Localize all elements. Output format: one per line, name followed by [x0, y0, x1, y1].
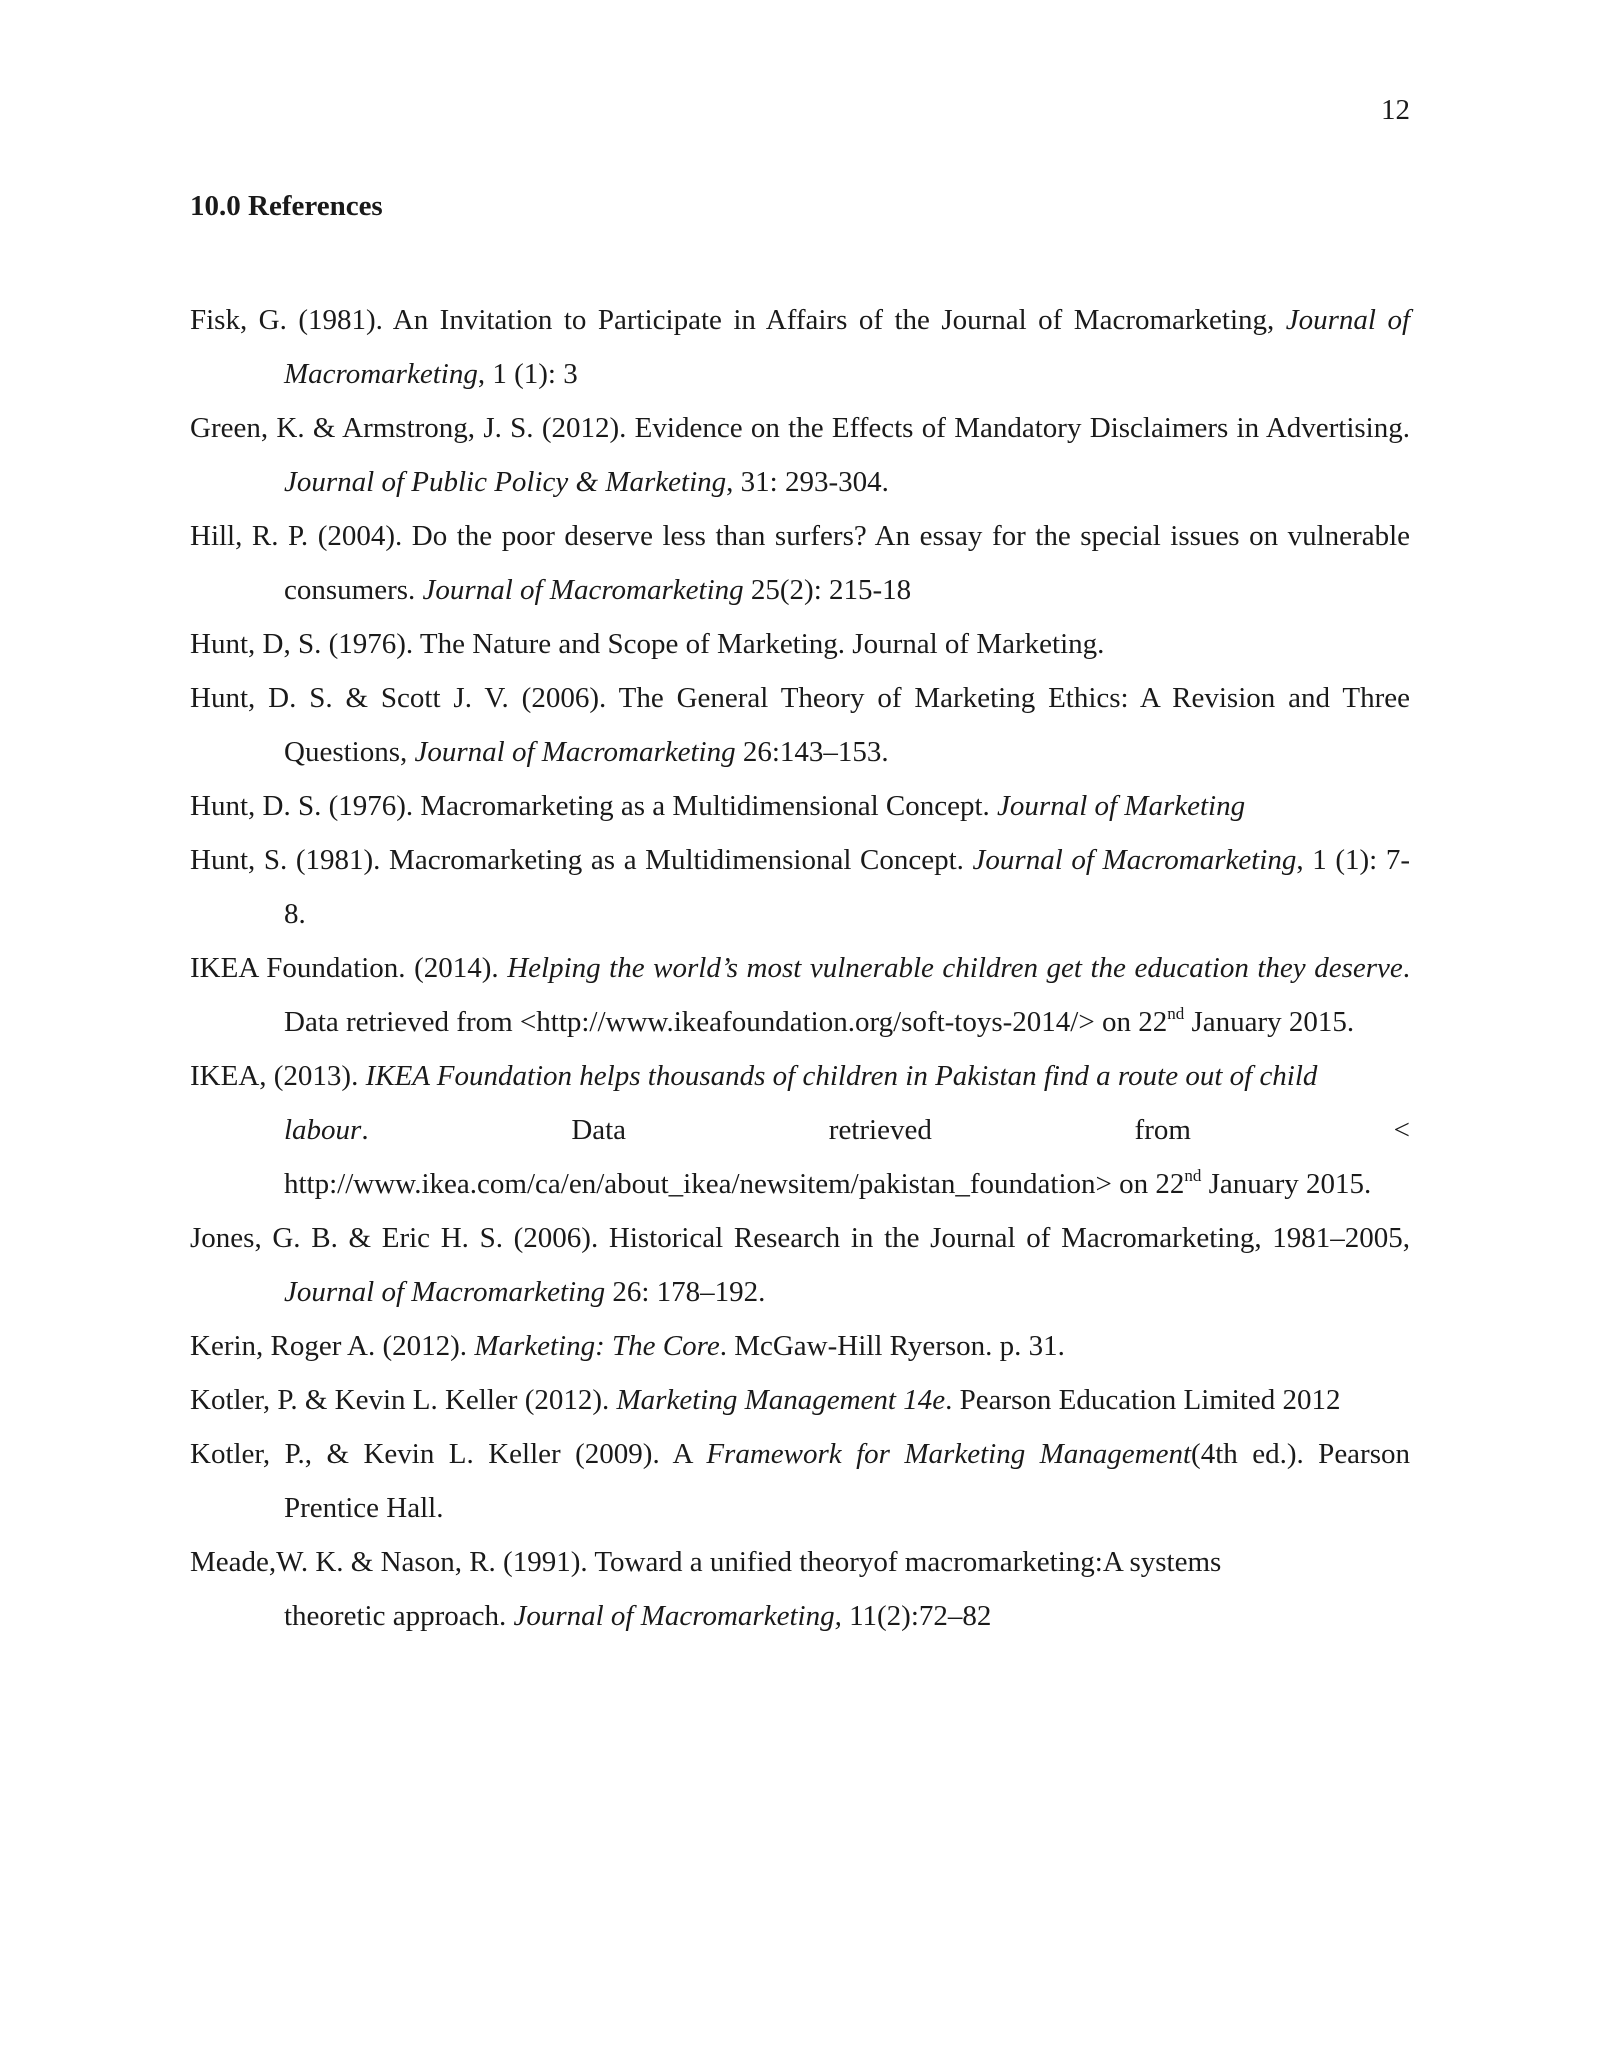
spread-line: labour. Data retrieved from <	[284, 1114, 1410, 1146]
reference-item: Kotler, P., & Kevin L. Keller (2009). A Framework for Marketing Management(4th ed.). Pearson Prentice Hall.	[190, 1438, 1411, 1524]
reference-item: Hunt, S. (1981). Macromarketing as a Multidimensional Concept. Journal of Macromarketing, 1 (1): 7-8.	[190, 844, 1411, 930]
reference-item: Hunt, D. S. (1976). Macromarketing as a Multidimensional Concept. Journal of Marketing	[190, 790, 1246, 822]
reference-item: IKEA, (2013). IKEA Foundation helps thousands of children in Pakistan find a route out of child labour. Data retrieved from < http://www.ikea.com/ca/en/about_ikea/newsitem/pakistan_foundation> on 22nd January 2015.	[190, 1060, 1410, 1200]
page-number: 12	[1381, 94, 1410, 126]
reference-item: IKEA Foundation. (2014). Helping the world’s most vulnerable children get the education they deserve. Data retrieved from <http://www.ikeafoundation.org/soft-toys-2014/> on 22nd January 2015.	[190, 952, 1411, 1038]
section-heading: 10.0 References	[190, 190, 383, 222]
reference-item: Jones, G. B. & Eric H. S. (2006). Historical Research in the Journal of Macromarketing, 1981–2005, Journal of Macromarketing 26: 178–192.	[190, 1222, 1410, 1308]
reference-item: Meade,W. K. & Nason, R. (1991). Toward a unified theoryof macromarketing:A systems theoretic approach. Journal of Macromarketing, 11(2):72–82	[190, 1546, 1222, 1632]
reference-item: Kerin, Roger A. (2012). Marketing: The Core. McGaw-Hill Ryerson. p. 31.	[190, 1330, 1065, 1362]
reference-item: Kotler, P. & Kevin L. Keller (2012). Marketing Management 14e. Pearson Education Limited 2012	[190, 1384, 1341, 1416]
reference-item: Hunt, D, S. (1976). The Nature and Scope of Marketing. Journal of Marketing.	[190, 628, 1105, 660]
reference-item: Hunt, D. S. & Scott J. V. (2006). The General Theory of Marketing Ethics: A Revision and Three Questions, Journal of Macromarketing 26:143–153.	[190, 682, 1410, 768]
reference-item: Hill, R. P. (2004). Do the poor deserve less than surfers? An essay for the special issues on vulnerable consumers. Journal of Macromarketing 25(2): 215-18	[190, 520, 1410, 606]
reference-list	[190, 293, 1410, 1643]
reference-item: Fisk, G. (1981). An Invitation to Participate in Affairs of the Journal of Macromarketing, Journal of Macromarketing, 1 (1): 3	[190, 304, 1410, 390]
reference-item: Green, K. & Armstrong, J. S. (2012). Evidence on the Effects of Mandatory Disclaimers in Advertising. Journal of Public Policy & Marketing, 31: 293-304.	[190, 412, 1410, 498]
